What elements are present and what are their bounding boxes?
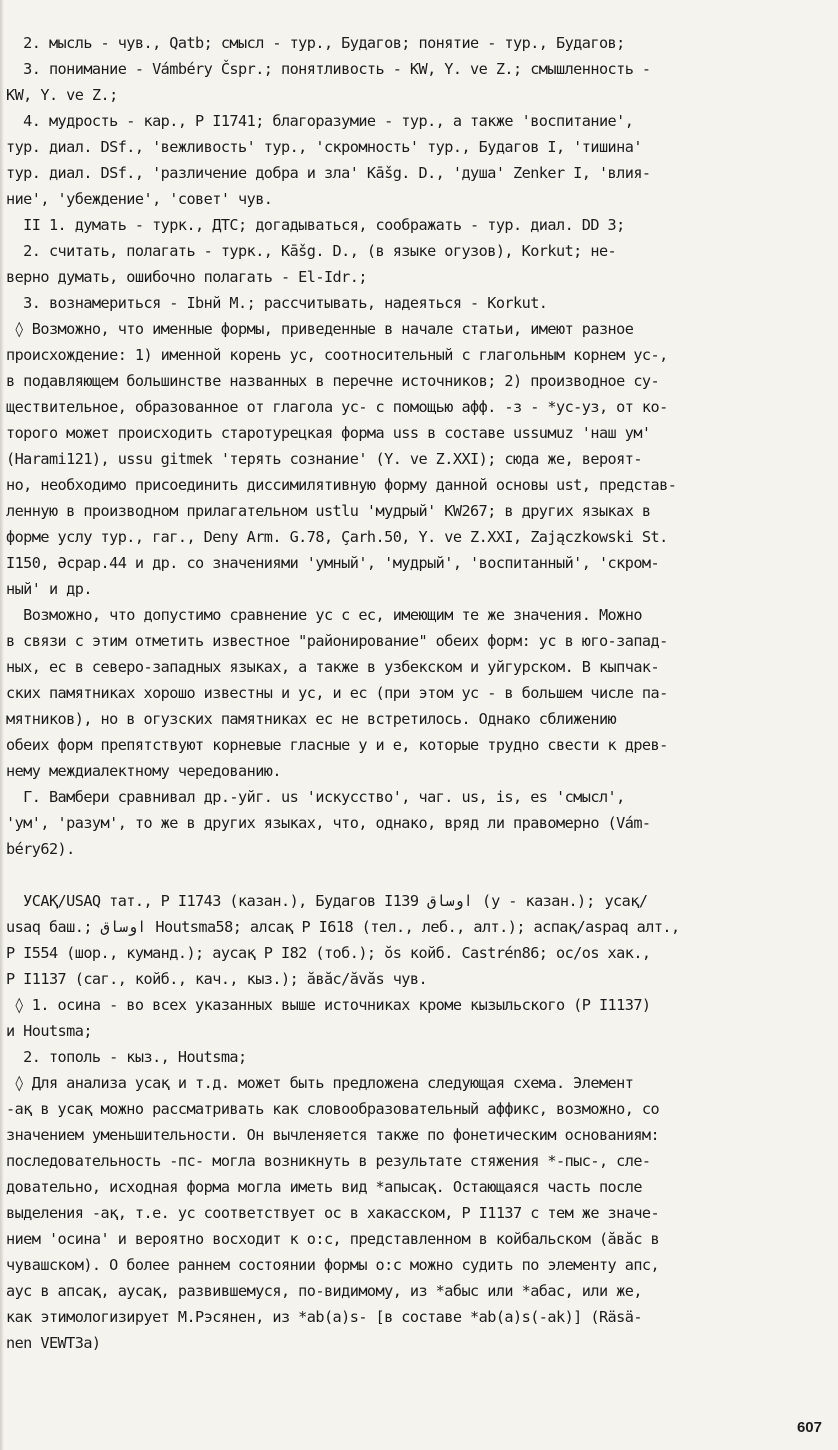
text-line: -ақ в усақ можно рассматривать как словообразовательный аффикс, возможно, со (6, 1100, 660, 1118)
text-line: ществительное, образованное от глагола ус- с помощью афф. -з - *ус-уз, от ко- (6, 398, 668, 416)
text-line: нием 'осина' и вероятно восходит к о:с, представленном в койбальском (ăвăс в (6, 1230, 660, 1248)
text-line: P I1137 (саг., койб., кач., кыз.); ăвăс/ăvăs чув. (6, 970, 428, 988)
section-spacer (6, 862, 828, 888)
text-line: но, необходимо присоединить диссимилятивную форму данной основы ust, представ- (6, 476, 677, 494)
text-line: ских памятниках хорошо известны и ус, и ес (при этом ус - в большем числе па- (6, 684, 668, 702)
text-line: нему междиалектному чередованию. (6, 762, 281, 780)
text-line: 'ум', 'разум', то же в других языках, что, однако, вряд ли правомерно (Vám- (6, 814, 651, 832)
text-line: I150, Əсрар.44 и др. со значениями 'умный', 'мудрый', 'воспитанный', 'скром- (6, 554, 660, 572)
text-line: выделения -ақ, т.е. ус соответствует ос в хакасском, P I1137 с тем же значе- (6, 1204, 660, 1222)
text-line: nen VEWT3a) (6, 1334, 101, 1352)
text-line: довательно, исходная форма могла иметь вид *апысақ. Остающаяся часть после (6, 1178, 642, 1196)
text-line: УСАҚ/USAQ тат., P I1743 (казан.), Будагов I139 اوساق (у - казан.); усақ/ (6, 892, 648, 910)
text-line: ◊ 1. осина - во всех указанных выше источниках кроме кызыльского (P I1137) (6, 996, 651, 1014)
text-line: Г. Вамбери сравнивал др.-уйг. us 'искусство', чаг. us, is, es 'смысл', (6, 788, 625, 806)
text-line: II 1. думать - турк., ДТС; догадываться, соображать - тур. диал. DD 3; (6, 216, 625, 234)
text-line: 2. мысль - чув., Qatb; смысл - тур., Будагов; понятие - тур., Будагов; (6, 34, 625, 52)
text-line: (Harami121), ussu gitmek 'терять сознание' (Y. ve Z.XXI); сюда же, вероят- (6, 450, 642, 468)
text-line: происхождение: 1) именной корень ус, соотносительный с глагольным корнем ус-, (6, 346, 668, 364)
text-line: тур. диал. DSf., 'вежливость' тур., 'скромность' тур., Будагов I, 'тишина' (6, 138, 642, 156)
text-line: последовательность -пс- могла возникнуть в результате стяжения *-пыс-, сле- (6, 1152, 651, 1170)
text-line: ◊ Для анализа усақ и т.д. может быть предложена следующая схема. Элемент (6, 1074, 634, 1092)
text-line: béry62). (6, 840, 75, 858)
text-line: 2. считать, полагать - турк., Kāšg. D., (в языке огузов), Korkut; не- (6, 242, 617, 260)
paragraph (6, 1044, 828, 1070)
paragraph (6, 290, 828, 316)
text-line: P I554 (шор., куманд.); аусақ P I82 (тоб.); ŏs койб. Castrén86; ос/os хак., (6, 944, 651, 962)
text-line: usaq баш.; اوساق Houtsma58; алсақ P I618 (тел., леб., алт.); аспақ/aspaq алт., (6, 918, 680, 936)
paragraph (6, 212, 828, 290)
text-line: верно думать, ошибочно полагать - El-Idr.; (6, 268, 367, 286)
text-line: ных, ес в северо-западных языках, а также в узбекском и уйгурском. В кыпчак- (6, 658, 660, 676)
text-line: значением уменьшительности. Он вычленяется также по фонетическим основаниям: (6, 1126, 660, 1144)
text-line: в связи с этим отметить известное "районирование" обеих форм: ус в юго-запад- (6, 632, 668, 650)
text-line: ние', 'убеждение', 'совет' чув. (6, 190, 273, 208)
text-line: тур. диал. DSf., 'различение добра и зла' Kāšg. D., 'душа' Zenker I, 'влия- (6, 164, 651, 182)
text-line: чувашском). О более раннем состоянии формы о:с можно судить по элементу апс, (6, 1256, 660, 1274)
page-number: 607 (796, 1419, 822, 1436)
paragraph (6, 784, 828, 862)
text-line: торого может происходить старотурецкая форма uss в составе ussuмuz 'наш ум' (6, 424, 651, 442)
text-line: в подавляющем большинстве названных в перечне источников; 2) производное су- (6, 372, 660, 390)
text-line: 4. мудрость - кар., P I1741; благоразумие - тур., а также 'воспитание', (6, 112, 634, 130)
text-line: мятников), но в огузских памятниках ес не встретилось. Однако сближению (6, 710, 617, 728)
paragraph (6, 108, 828, 212)
text-line: форме услу тур., гаг., Deny Arm. G.78, Çarh.50, Y. ve Z.XXI, Zajączkowski St. (6, 528, 668, 546)
text-line: Возможно, что допустимо сравнение ус с ес, имеющим те же значения. Можно (6, 606, 642, 624)
text-line: 2. тополь - кыз., Houtsma; (6, 1048, 247, 1066)
paragraph (6, 992, 828, 1044)
text-line: ленную в производном прилагательном ustlu 'мудрый' KW267; в других языках в (6, 502, 651, 520)
text-line: ◊ Возможно, что именные формы, приведенные в начале статьи, имеют разное (6, 320, 634, 338)
text-line: 3. понимание - Vámbéry Čspr.; понятливость - KW, Y. ve Z.; смышленность - (6, 60, 651, 78)
text-line: 3. вознамериться - Ibнй M.; рассчитывать, надеяться - Korkut. (6, 294, 548, 312)
text-line: KW, Y. ve Z.; (6, 86, 118, 104)
scan-edge (0, 0, 4, 1450)
paragraph (6, 888, 828, 992)
paragraph (6, 1070, 828, 1356)
text-body (6, 30, 828, 1356)
paragraph (6, 30, 828, 108)
paragraph (6, 316, 828, 602)
text-line: как этимологизирует М.Рэсянен, из *ab(a)s- [в составе *ab(a)s(-ak)] (Räsä- (6, 1308, 642, 1326)
text-line: обеих форм препятствуют корневые гласные у и е, которые трудно свести к древ- (6, 736, 668, 754)
text-line: и Houtsma; (6, 1022, 92, 1040)
text-line: ный' и др. (6, 580, 92, 598)
paragraph (6, 602, 828, 784)
text-line: аус в апсақ, аусақ, развившемуся, по-видимому, из *абыс или *абас, или же, (6, 1282, 642, 1300)
